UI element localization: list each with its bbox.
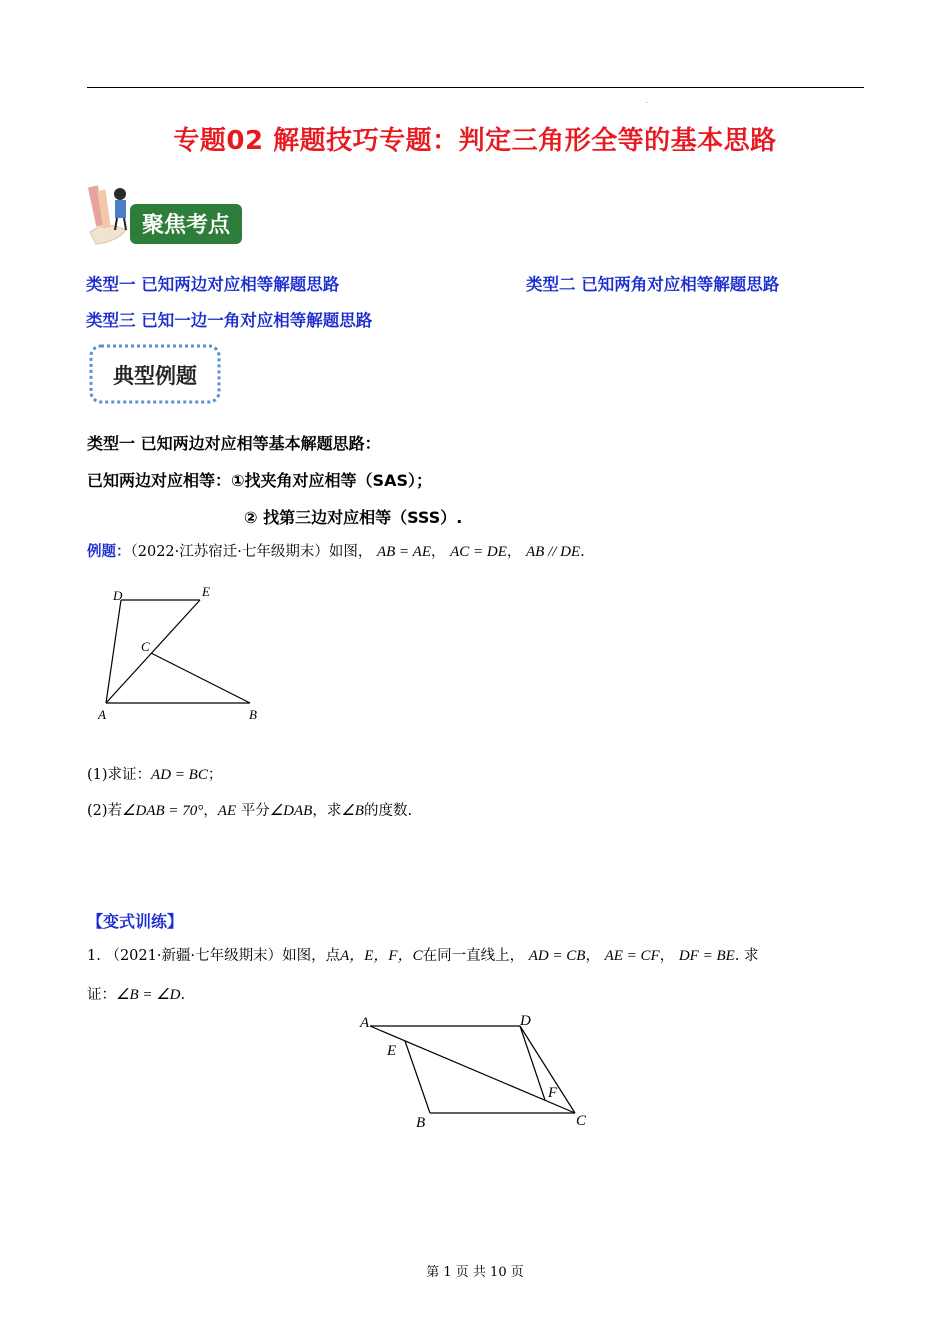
page-footer: 第 1 页 共 10 页 [426,1265,524,1280]
example-cond-1: AB = AE [376,544,431,560]
example-badge-label: 典型例题 [113,363,197,388]
p1-on-line: 在同一直线上， [422,948,525,964]
p1-cond-1: AD = CB [528,948,586,964]
example-cond-3: AB // DE [526,544,581,560]
focus-badge [86,180,246,250]
fig1-label-d: D [113,588,123,603]
p1-points: A，E，F，C [340,948,423,964]
p1-line2-end: . [180,987,186,1003]
p1-cond-2: AE = CF [604,948,660,964]
example-line [87,540,585,561]
p1-sep-1: ， [585,948,600,964]
question-1 [87,763,222,784]
q2-b: ∠B [341,803,364,819]
q2-bisect: 平分 [236,803,270,819]
sss-line: ② 找第三边对应相等（SSS）. [244,508,463,527]
fig2-label-f: F [548,1085,558,1101]
p1-ask: . 求 [734,948,759,964]
example-end: . [580,544,585,560]
q2-mid: ， [203,803,218,819]
focus-badge-label: 聚焦考点 [141,213,231,238]
question-2 [87,799,412,820]
fig2-label-c: C [576,1113,587,1129]
section-heading: 类型一 已知两边对应相等基本解题思路： [87,434,381,453]
page-title: 专题02 解题技巧专题：判定三角形全等的基本思路 [173,126,777,156]
q2-angle: ∠DAB = 70° [122,803,204,819]
type-two-link[interactable]: 类型二 已知两角对应相等解题思路 [526,275,780,294]
example-source: （2022·江苏宿迁·七年级期末）如图， [130,544,373,560]
p1-line2-prefix: 证： [87,987,116,1003]
p1-num: 1. [87,948,101,964]
q1-prefix: (1)求证： [87,767,152,783]
practice-1-line-1 [87,944,759,965]
fig1-label-a: A [98,707,106,722]
type-one-link[interactable]: 类型一 已知两边对应相等解题思路 [86,275,340,294]
header-rule [87,87,864,88]
p1-cond-3: DF = BE [678,948,735,964]
fig2-label-e: E [387,1043,397,1059]
q2-ae: AE [217,803,237,819]
example-label: 例题： [87,544,131,560]
fig1-label-b: B [249,707,257,722]
q1-math: AD = BC [151,767,208,783]
fig2-label-a: A [360,1015,370,1031]
fig1-label-e: E [202,584,210,599]
fig2-label-d: D [520,1013,531,1029]
figure-1 [90,580,280,734]
practice-heading: 【变式训练】 [87,912,184,931]
header-mark: . [646,98,648,105]
type-three-link[interactable]: 类型三 已知一边一角对应相等解题思路 [86,311,373,330]
example-sep-1: ， [431,544,446,560]
q2-prefix: (2)若 [87,803,123,819]
figure-2 [355,1008,600,1137]
practice-1-line-2 [87,983,185,1004]
q2-tail: 的度数. [363,803,413,819]
p1-sep-2: ， [659,948,675,964]
p1-source: （2021·新疆·七年级期末）如图，点 [105,948,341,964]
q1-end: ； [207,767,223,783]
q2-ask: ，求 [312,803,342,819]
example-cond-2: AC = DE [450,544,507,560]
example-badge [88,343,222,405]
q2-angle-2: ∠DAB [269,803,313,819]
sas-line: 已知两边对应相等：①找夹角对应相等（SAS）； [87,471,432,490]
p1-line2-math: ∠B = ∠D [116,987,181,1003]
fig2-label-b: B [416,1115,426,1131]
fig1-label-c: C [141,639,150,654]
example-sep-2: ， [506,544,522,560]
